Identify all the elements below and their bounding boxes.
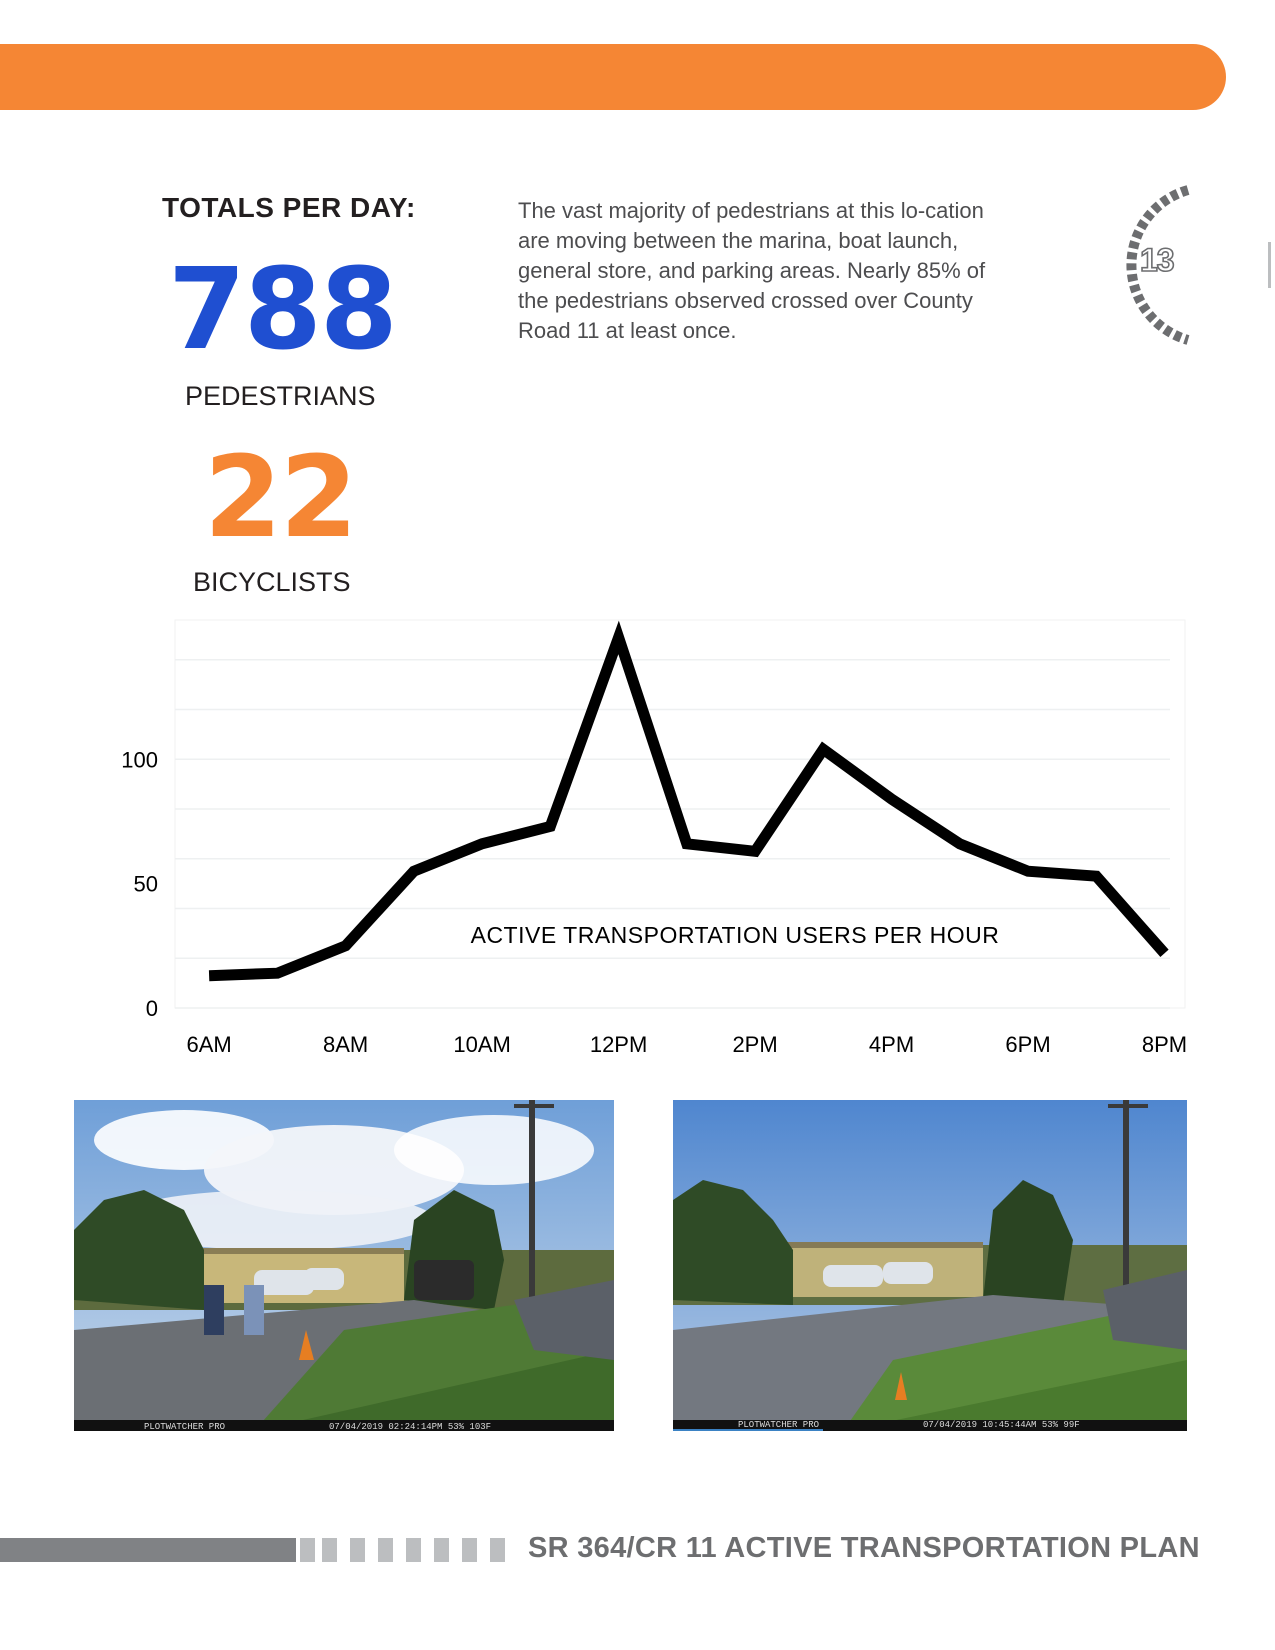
header-accent-bar [0, 44, 1226, 110]
footer-segment [490, 1538, 505, 1562]
footer-segment [406, 1538, 421, 1562]
footer-segment [300, 1538, 315, 1562]
x-tick-label: 8AM [322, 1032, 369, 1057]
x-tick-label: 2PM [732, 1032, 778, 1057]
page-edge-mark [1268, 242, 1271, 288]
camera-photo-bicyclists [673, 1100, 1187, 1431]
users-per-hour-chart [0, 620, 1275, 1057]
y-tick-label: 100 [121, 747, 158, 773]
y-tick-label: 50 [133, 871, 158, 897]
photo-caption: PLOTWATCHER PRO [144, 1422, 226, 1432]
x-tick-label: 6AM [186, 1032, 232, 1057]
totals-heading: TOTALS PER DAY: [162, 192, 416, 223]
footer-segment [378, 1538, 393, 1562]
footer-segment [322, 1538, 337, 1562]
bicyclists-label: BICYCLISTS [193, 567, 351, 597]
intro-paragraph: The vast majority of pedestrians at this lo-cation are moving between the marina, boat launch, general store, and parking areas. Nearly 85% of the pedestrians observed crossed over County Road 11 at least once. [518, 198, 986, 343]
x-tick-label: 12PM [589, 1032, 648, 1057]
x-tick-label: 4PM [868, 1032, 915, 1057]
photo-timestamp: 07/04/2019 02:24:14PM 53% 103F [329, 1422, 492, 1432]
footer-title: SR 364/CR 11 ACTIVE TRANSPORTATION PLAN [528, 1532, 1200, 1564]
footer-bar [0, 1538, 296, 1562]
x-tick-label: 6PM [1005, 1032, 1051, 1057]
pedestrians-label: PEDESTRIANS [185, 381, 376, 411]
bicyclists-count: 22 [204, 433, 356, 563]
footer-segment [462, 1538, 477, 1562]
footer-segment [350, 1538, 365, 1562]
footer-segment [434, 1538, 449, 1562]
camera-photo-pedestrians [74, 1100, 614, 1431]
x-tick-label: 8PM [1141, 1032, 1188, 1057]
photo-timestamp: 07/04/2019 10:45:44AM 53% 99F [923, 1420, 1080, 1430]
y-tick-label: 0 [145, 996, 158, 1021]
pedestrians-count: 788 [168, 245, 396, 375]
chart-title: ACTIVE TRANSPORTATION USERS PER HOUR [470, 922, 1000, 948]
photo-caption: PLOTWATCHER PRO [738, 1420, 820, 1430]
x-tick-label: 10AM [453, 1032, 511, 1057]
page-number: 13 [1140, 242, 1174, 278]
